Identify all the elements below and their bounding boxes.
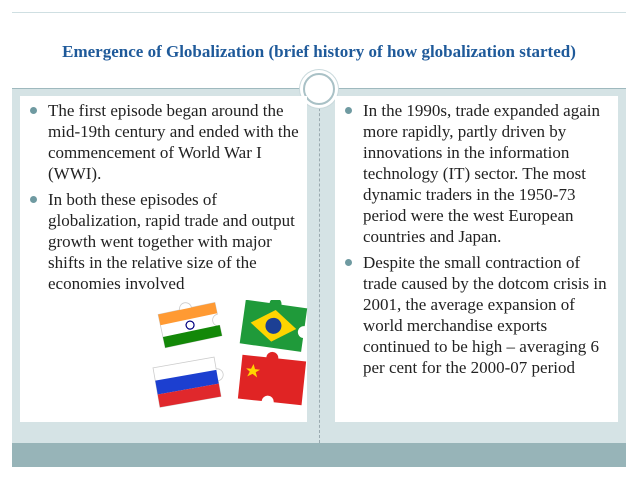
list-item <box>339 252 614 378</box>
flag-puzzle-pieces-icon <box>148 300 318 418</box>
puzzle-piece-brazil <box>240 300 308 352</box>
bullet-icon <box>30 196 37 203</box>
bullet-text: In the 1990s, trade expanded again more rapidly, partly driven by innovations in the information technology (IT) sector. The most dynamic traders in the 1950-73 period were the west European countries and Japan. <box>363 101 600 246</box>
bullet-text: Despite the small contraction of trade caused by the dotcom crisis in 2001, the average expansion of world merchandise exports continued to be high – averaging 6 per cent for the 2000-07 period <box>363 253 607 377</box>
right-bullet-list <box>339 100 614 383</box>
puzzle-piece-china <box>238 349 307 405</box>
column-divider <box>319 88 320 443</box>
right-panel <box>335 96 618 422</box>
bullet-icon <box>30 107 37 114</box>
decorative-circle-icon <box>303 73 335 105</box>
bullet-text: The first episode began around the mid-19th century and ended with the commencement of World War I (WWI). <box>48 101 299 183</box>
list-item <box>339 100 614 247</box>
puzzle-piece-india <box>157 300 222 348</box>
puzzle-piece-russia <box>153 356 227 407</box>
list-item <box>24 189 299 294</box>
slide-title: Emergence of Globalization (brief history of how globalization started) <box>62 42 576 61</box>
bullet-icon <box>345 107 352 114</box>
slide-footer-bar <box>12 443 626 467</box>
left-panel <box>20 96 307 422</box>
list-item <box>24 100 299 184</box>
bullet-text: In both these episodes of globalization, rapid trade and output growth went together with major shifts in the relative size of the economies involved <box>48 190 295 293</box>
bullet-icon <box>345 259 352 266</box>
left-bullet-list <box>24 100 299 299</box>
